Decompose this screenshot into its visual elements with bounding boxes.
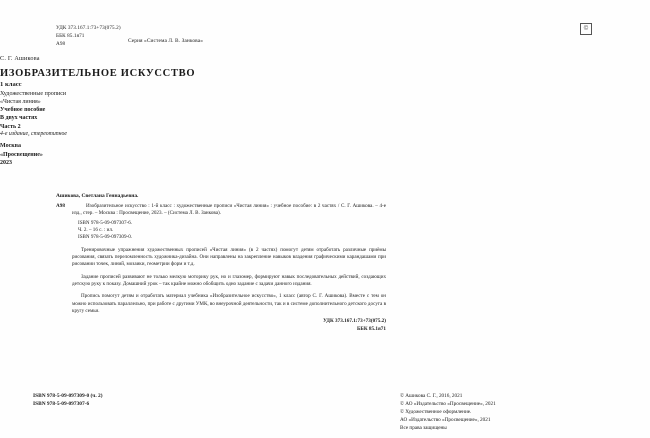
imprint-publisher: «Просвещение» bbox=[0, 151, 43, 158]
card-isbn-2: ISBN 978-5-09-097309-0. bbox=[78, 234, 133, 241]
series-line: Серия «Система Л. В. Занкова» bbox=[128, 38, 204, 44]
footer-isbn-full: ISBN 978-5-09-097307-6 bbox=[33, 401, 90, 407]
imprint-city: Москва bbox=[0, 143, 21, 149]
card-author: Ашикова, Светлана Геннадьевна. bbox=[56, 193, 139, 199]
footer-isbn-block bbox=[33, 392, 103, 408]
footer-isbn-part: ISBN 978-5-09-097309-0 (ч. 2) bbox=[33, 393, 103, 399]
subtitle-line-2: «Чистая линия» bbox=[0, 99, 41, 106]
rights-line-4: АО «Издательство «Просвещение», 2021 bbox=[400, 417, 491, 423]
udk-bbk-block bbox=[56, 24, 121, 48]
card-udk-block bbox=[236, 318, 386, 333]
card-purpose: Задание прописей развивают не только мелкую моторику рук, но и глазомер, формируют навык последовательных действий, создающих детскую руку к показу. Домашний урок – так крайне можно обобщить одно задание с задачи данного издания. bbox=[72, 273, 386, 288]
edition-type-block bbox=[0, 106, 650, 131]
card-part-info: Ч. 2. – 16 с. : ил. bbox=[78, 227, 114, 234]
card-code: А98 bbox=[56, 203, 65, 210]
card-note: Пропись помогут детям и отработать материал учебника «Изобразительное искусство», 1 класс (автор С. Г. Ашикова). Вместе с тем он можно использовать параллельно, при работе с другими УМК, во внеурочной деятельности, так и в системе дополнительного детского досуга в кругу семьи. bbox=[72, 293, 386, 314]
rights-line-1: © Ашикова С. Г., 2016, 2021 bbox=[400, 393, 463, 399]
rights-line-2: © АО «Издательство «Просвещение», 2021 bbox=[400, 401, 496, 407]
udk-line: УДК 373.167.1:73+73(075.2) bbox=[56, 25, 121, 31]
part-number: Часть 2 bbox=[0, 123, 21, 130]
card-annotation: Тренировочные упражнения художественных прописей «Чистая линия» (в 2 частях) помогут детям отработать различные приёмы рисования, связать переломленность художника-дизайна. Они направлены на закрепление навыков владения графическими карандашами при рисовании точек, линий, мозаики, геометрии форм и т.д. bbox=[72, 246, 386, 268]
subtitle-line-1: Художественные прописи bbox=[0, 91, 67, 97]
card-bbk-line: ББК 85.1я71 bbox=[357, 325, 386, 332]
copyright-badge-icon: © bbox=[580, 23, 592, 35]
catalog-card bbox=[56, 193, 386, 315]
footer-rights-block bbox=[400, 392, 496, 432]
publication-type: Учебное пособие bbox=[0, 107, 46, 113]
page-title: ИЗОБРАЗИТЕЛЬНОЕ ИСКУССТВО bbox=[0, 68, 196, 79]
bbk-line: ББК 85.1я71 bbox=[56, 33, 85, 39]
subtitle-block bbox=[0, 90, 650, 107]
card-isbn-block bbox=[78, 220, 386, 242]
imprint-block bbox=[0, 142, 650, 168]
card-body bbox=[56, 203, 386, 217]
grade-label: 1 класс bbox=[0, 81, 22, 88]
card-udk-line: УДК 373.167.1:73+73(075.2) bbox=[323, 318, 386, 324]
imprint-year: 2023 bbox=[0, 160, 12, 167]
book-code: А98 bbox=[56, 41, 66, 47]
parts-count: В двух частях bbox=[0, 115, 38, 122]
card-description: Изобразительное искусство : 1-й класс : художественные прописи «Чистая линия» : учебное пособие: в 2 частях / С. Г. Ашикова. – 4-е изд., стер. – Москва : Просвещение, 2023. – (Система Л. В. Занкова). bbox=[72, 203, 386, 217]
rights-line-3: © Художественное оформление. bbox=[400, 409, 472, 415]
author-name: С. Г. Ашикова bbox=[0, 55, 40, 62]
card-isbn-1: ISBN 978-5-09-097307-6. bbox=[78, 219, 133, 226]
edition-note: 4-е издание, стереотипное bbox=[0, 131, 67, 137]
rights-line-5: Все права защищены bbox=[400, 425, 447, 431]
